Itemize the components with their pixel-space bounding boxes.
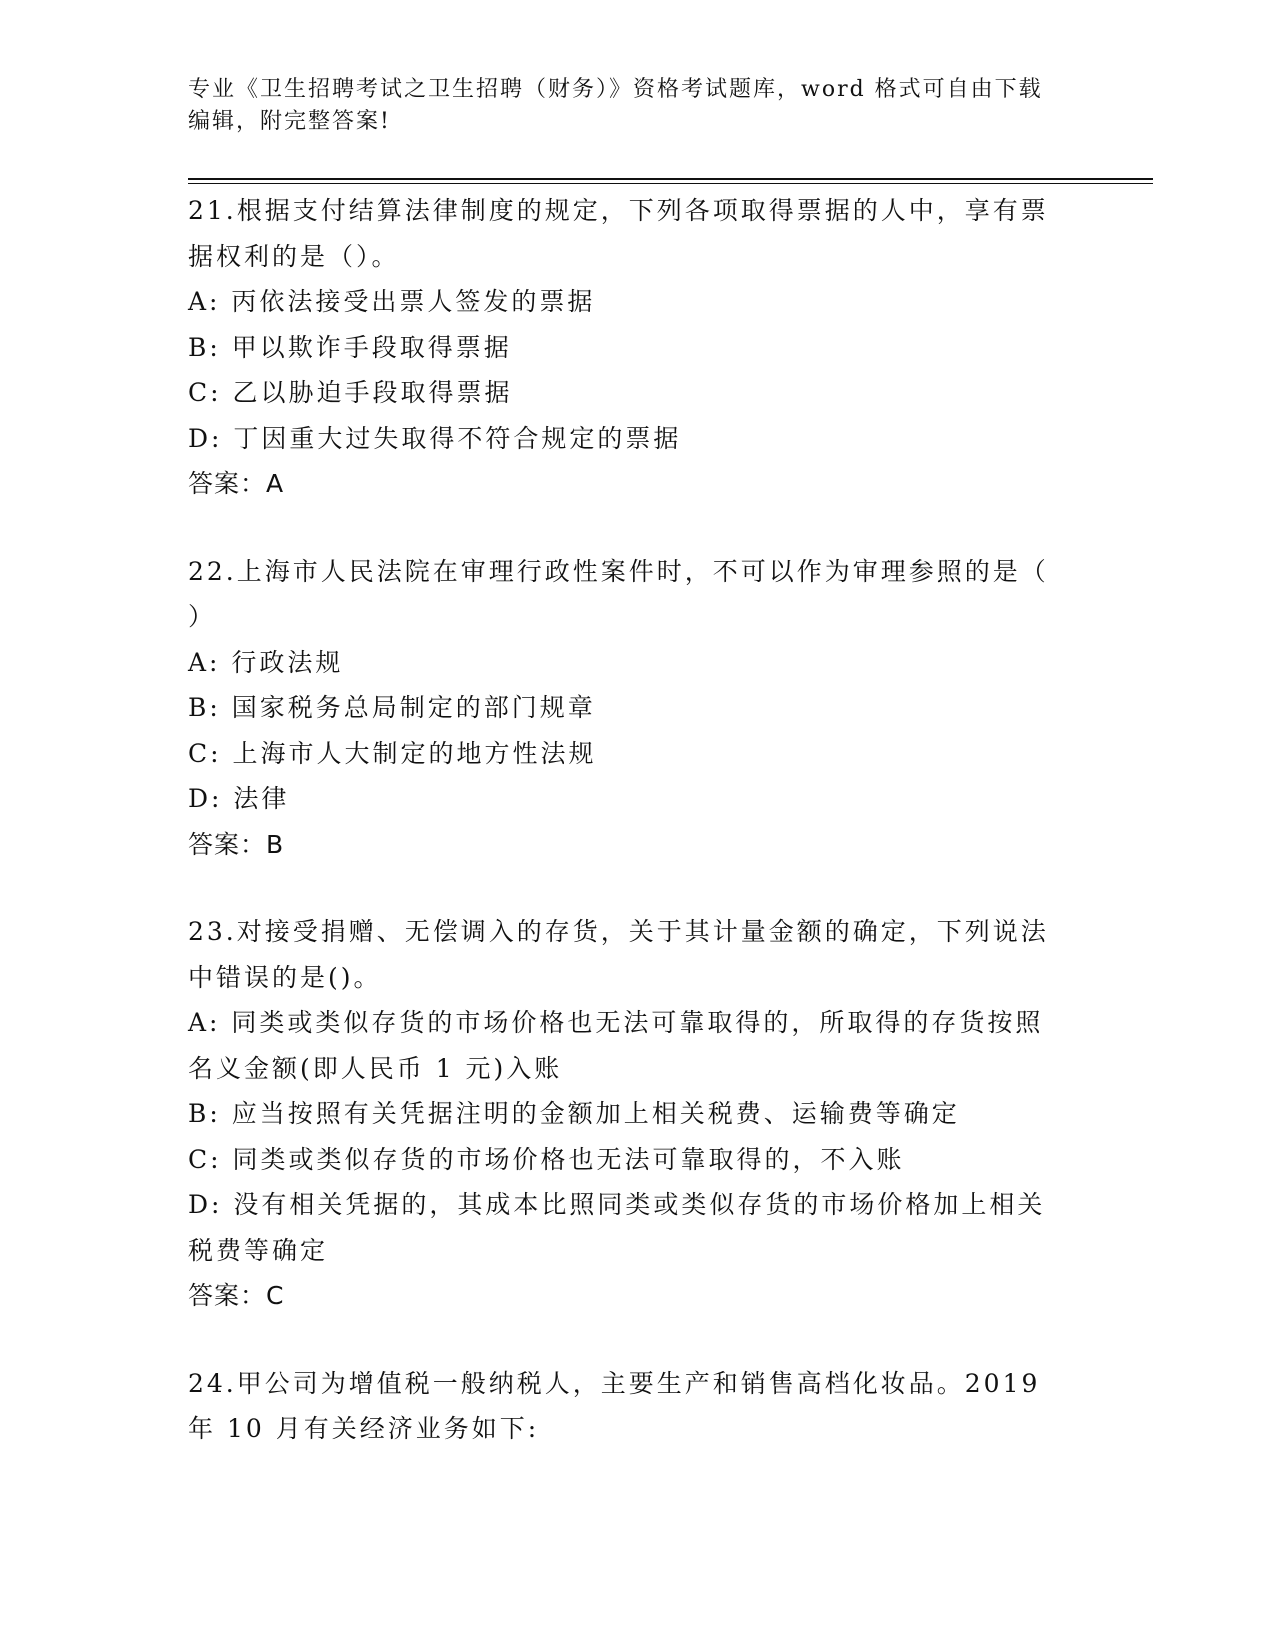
document-header — [188, 74, 1068, 138]
option-a: A: 行政法规 — [188, 647, 344, 677]
question-stem-continued: 据权利的是（）。 — [188, 241, 400, 271]
question-23 — [188, 909, 1078, 1319]
question-24 — [188, 1361, 1078, 1452]
answer: 答案：C — [188, 1281, 285, 1310]
option-c: C: 同类或类似存货的市场价格也无法可靠取得的，不入账 — [188, 1144, 905, 1174]
option-b: B: 甲以欺诈手段取得票据 — [188, 332, 512, 362]
question-22 — [188, 549, 1078, 868]
option-a-continued: 名义金额(即人民币 1 元)入账 — [188, 1053, 563, 1083]
option-d: D: 没有相关凭据的，其成本比照同类或类似存货的市场价格加上相关 — [188, 1190, 1046, 1219]
option-b: B: 应当按照有关凭据注明的金额加上相关税费、运输费等确定 — [188, 1099, 960, 1128]
option-c: C: 上海市人大制定的地方性法规 — [188, 738, 597, 768]
question-21 — [188, 188, 1078, 507]
question-stem-continued: 中错误的是()。 — [188, 962, 382, 992]
question-stem: 21.根据支付结算法律制度的规定，下列各项取得票据的人中，享有票 — [188, 196, 1049, 225]
question-list — [188, 188, 1078, 1494]
header-divider-thick — [188, 178, 1153, 180]
option-d: D: 丁因重大过失取得不符合规定的票据 — [188, 423, 682, 453]
header-line-2: 编辑，附完整答案! — [188, 109, 391, 134]
option-c: C: 乙以胁迫手段取得票据 — [188, 378, 513, 407]
option-a: A: 丙依法接受出票人签发的票据 — [188, 287, 596, 316]
option-a: A: 同类或类似存货的市场价格也无法可靠取得的，所取得的存货按照 — [188, 1008, 1044, 1037]
question-stem: 23.对接受捐赠、无偿调入的存货，关于其计量金额的确定，下列说法 — [188, 917, 1049, 946]
option-d: D: 法律 — [188, 784, 290, 813]
answer: 答案：A — [188, 469, 285, 498]
question-stem: 24.甲公司为增值税一般纳税人，主要生产和销售高档化妆品。2019 — [188, 1368, 1041, 1398]
option-d-continued: 税费等确定 — [188, 1235, 329, 1265]
header-divider-thin — [188, 183, 1153, 184]
question-stem: 22.上海市人民法院在审理行政性案件时，不可以作为审理参照的是（ — [188, 556, 1049, 586]
question-stem-continued: ） — [188, 602, 217, 631]
header-line-1: 专业《卫生招聘考试之卫生招聘（财务）》资格考试题库，word 格式可自由下载 — [188, 77, 1043, 102]
answer: 答案：B — [188, 829, 285, 859]
question-stem-continued: 年 10 月有关经济业务如下: — [188, 1414, 540, 1443]
option-b: B: 国家税务总局制定的部门规章 — [188, 693, 596, 722]
